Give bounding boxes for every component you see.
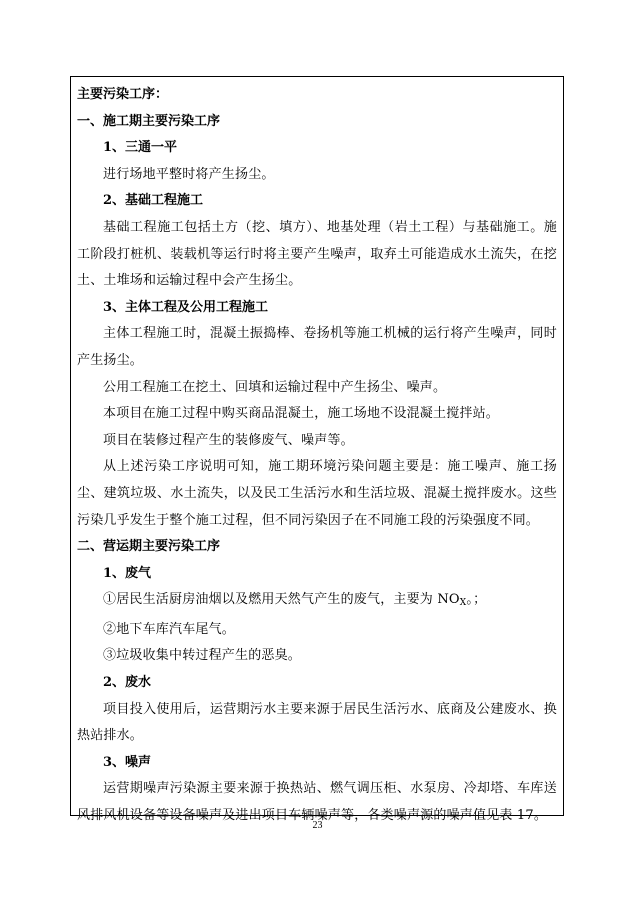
subsection-3-para-3: 本项目在施工过程中购买商品混凝土，施工场地不设混凝土搅拌站。 — [103, 406, 500, 422]
waste-gas-item-2: ②地下车库汽车尾气。 — [103, 621, 236, 637]
subsection-1-title: 1、三通一平 — [103, 140, 178, 156]
section-1-title: 一、施工期主要污染工序 — [77, 113, 221, 129]
waste-gas-item-1 — [77, 587, 557, 617]
waste-gas-title: 1、废气 — [103, 565, 152, 581]
subsection-3-para-4: 项目在装修过程产生的装修废气、噪声等。 — [103, 432, 354, 448]
subsection-2-title: 2、基础工程施工 — [103, 193, 204, 209]
waste-gas-item-1-end: 。； — [466, 592, 487, 608]
waste-gas-item-1-text: ①居民生活厨房油烟以及燃用天然气产生的废气，主要为 NO — [103, 592, 460, 608]
noise-text: 运营期噪声污染源主要来源于换热站、燃气调压柜、水泵房、冷却塔、车库送风排风机设备等设备噪声及进出项目车辆噪声等，各类噪声源的噪声值见表 17。 — [77, 781, 557, 824]
waste-gas-item-3: ③垃圾收集中转过程产生的恶臭。 — [103, 648, 302, 664]
subsection-3-para-1: 主体工程施工时，混凝土振捣棒、卷扬机等施工机械的运行将产生噪声，同时产生扬尘。 — [77, 326, 557, 368]
document-body — [77, 82, 557, 830]
waste-water-text: 项目投入使用后，运营期污水主要来源于居民生活污水、底商及公建废水、换热站排水。 — [77, 701, 557, 744]
construction-summary: 从上述污染工序说明可知，施工期环境污染问题主要是：施工噪声、施工扬尘、建筑垃圾、水土流失，以及民工生活污水和生活垃圾、混凝土搅拌废水。这些污染几乎发生于整个施工过程，但不同污染因子在不同施工段的污染强度不同。 — [77, 459, 557, 528]
subsection-2-text: 基础工程施工包括土方（挖、填方）、地基处理（岩土工程）与基础施工。施工阶段打桩机、装载机等运行时将主要产生噪声，取弃土可能造成水土流失，在挖土、土堆场和运输过程中会产生扬尘。 — [77, 219, 557, 289]
content-frame — [70, 76, 564, 824]
subsection-3-title: 3、主体工程及公用工程施工 — [103, 299, 269, 315]
waste-water-title: 2、废水 — [103, 675, 152, 691]
section-2-title: 二、营运期主要污染工序 — [77, 539, 221, 555]
subsection-3-para-2: 公用工程施工在挖土、回填和运输过程中产生扬尘、噪声。 — [103, 379, 447, 395]
noise-title: 3、噪声 — [103, 754, 152, 770]
nox-subscript: X — [459, 598, 467, 609]
page-number: 23 — [312, 820, 323, 831]
heading: 主要污染工序： — [77, 87, 169, 102]
subsection-1-text: 进行场地平整时将产生扬尘。 — [103, 166, 275, 182]
